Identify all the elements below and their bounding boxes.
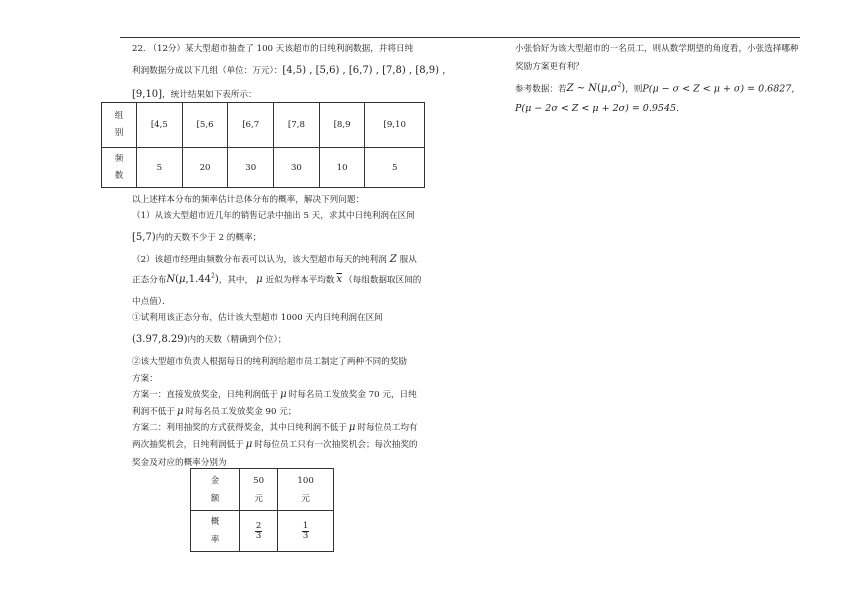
table-header-group: 组 别 bbox=[102, 103, 137, 148]
paragraph-11: 方案一：直接发放奖金，日纯利润低于 μ 时每名员工发放奖金 70 元，日纯 bbox=[132, 389, 417, 400]
table-cell: [8,9 bbox=[319, 103, 365, 148]
question-line-3-text: ，统计结果如下表所示： bbox=[162, 90, 257, 100]
paragraph-5: 正态分布N(μ,1.44$^2$)，其中， μ 近似为样本平均数 $\overline{x}$ （每组数据取区间的 bbox=[132, 273, 422, 286]
table-cell: 20 bbox=[182, 148, 228, 188]
table-cell: 5 bbox=[137, 148, 183, 188]
prize-header-probability: 概 率 bbox=[191, 511, 240, 552]
fraction-two-thirds: $\frac{2}{3}$ bbox=[255, 520, 262, 541]
prize-table bbox=[190, 468, 334, 552]
table-cell: [7,8 bbox=[274, 103, 320, 148]
var-z: Z bbox=[389, 254, 397, 265]
prize-cell bbox=[278, 511, 334, 552]
right-line-2: 奖励方案更有利？ bbox=[515, 62, 584, 72]
ref-prob-1: P(μ − σ < Z < μ + σ) = 0.6827 bbox=[642, 83, 792, 95]
normal-dist-formula: N(μ,1.44$^2$) bbox=[166, 273, 219, 286]
paragraph-3: [5,7)内的天数不少于 2 的概率； bbox=[132, 232, 262, 243]
var-xbar: $\overline{x}$ bbox=[336, 274, 343, 286]
ref-prob-2: P(μ − 2σ < Z < μ + 2σ) = 0.9545 bbox=[515, 103, 677, 114]
question-line-1: 22. （12分）某大型超市抽查了 100 天该超市的日纯利润数据，并将日纯 bbox=[132, 44, 414, 54]
z-normal-formula: Z ~ $N(\mu,\sigma^2)$ bbox=[566, 82, 626, 95]
interval-397-829: (3.97,8.29) bbox=[132, 334, 188, 345]
frequency-table bbox=[101, 102, 425, 188]
table-cell: 30 bbox=[274, 148, 320, 188]
paragraph-9: ②该大型超市负责人根据每日的纯利润给超市员工制定了两种不同的奖励 bbox=[132, 357, 408, 367]
table-cell: [4,5 bbox=[137, 103, 183, 148]
paragraph-10: 方案： bbox=[132, 374, 158, 384]
table-cell: [5,6 bbox=[182, 103, 228, 148]
right-line-3: 参考数据：若Z ~ $N(\mu,\sigma^2)$，则P(μ − σ < Z < μ + σ) = 0.6827， bbox=[515, 82, 800, 95]
paragraph-14: 两次抽奖机会，日纯利润低于 μ 时每位员工只有一次抽奖机会；每次抽奖的 bbox=[132, 439, 418, 450]
interval-5-7: [5,7) bbox=[132, 232, 156, 243]
table-cell: [9,10 bbox=[365, 103, 425, 148]
table-cell: 5 bbox=[365, 148, 425, 188]
paragraph-8: (3.97,8.29)内的天数（精确到个位）； bbox=[132, 334, 287, 345]
prize-cell: 100 元 bbox=[278, 469, 334, 511]
question-line-3 bbox=[132, 88, 257, 100]
paragraph-15: 奖金及对应的概率分别为 bbox=[132, 458, 227, 468]
paragraph-12: 利润不低于 μ 时每名员工发放奖金 90 元； bbox=[132, 406, 297, 417]
table-header-frequency: 频 数 bbox=[102, 148, 137, 188]
paragraph-7: ①试利用该正态分布，估计该大型超市 1000 天内日纯利润在区间 bbox=[132, 313, 383, 323]
var-mu: μ bbox=[256, 274, 263, 286]
prize-cell: 50 元 bbox=[240, 469, 278, 511]
question-line-2 bbox=[132, 64, 445, 76]
paragraph-1: 以上述样本分布的频率估计总体分布的概率，解决下列问题： bbox=[132, 195, 365, 205]
table-cell: 30 bbox=[228, 148, 274, 188]
prize-cell bbox=[240, 511, 278, 552]
table-cell: [6,7 bbox=[228, 103, 274, 148]
paragraph-4: （2）该超市经理由频数分布表可以认为，该大型超市每天的纯利润 Z 服从 bbox=[132, 254, 417, 265]
fraction-one-third: $\frac{1}{3}$ bbox=[302, 520, 309, 541]
top-rule bbox=[120, 37, 800, 38]
group-intervals: [4,5) , [5,6) , [6,7) , [7,8) , [8,9) , bbox=[282, 65, 446, 76]
right-line-1: 小张恰好为该大型超市的一名员工，则从数学期望的角度看，小张选择哪种 bbox=[515, 44, 799, 54]
paragraph-6: 中点值）． bbox=[132, 297, 171, 307]
paragraph-2: （1）从该大型超市近几年的销售记录中抽出 5 天，求其中日纯利润在区间 bbox=[132, 211, 415, 221]
interval-9-10: [9,10] bbox=[132, 89, 163, 100]
table-cell: 10 bbox=[319, 148, 365, 188]
question-line-2-text: 利润数据分成以下几组（单位：万元）： bbox=[132, 66, 283, 76]
paragraph-13: 方案二：利用抽奖的方式获得奖金，其中日纯利润不低于 μ 时每位员工均有 bbox=[132, 422, 418, 433]
right-line-4: P(μ − 2σ < Z < μ + 2σ) = 0.9545． bbox=[515, 103, 685, 114]
prize-header-amount: 金 额 bbox=[191, 469, 240, 511]
